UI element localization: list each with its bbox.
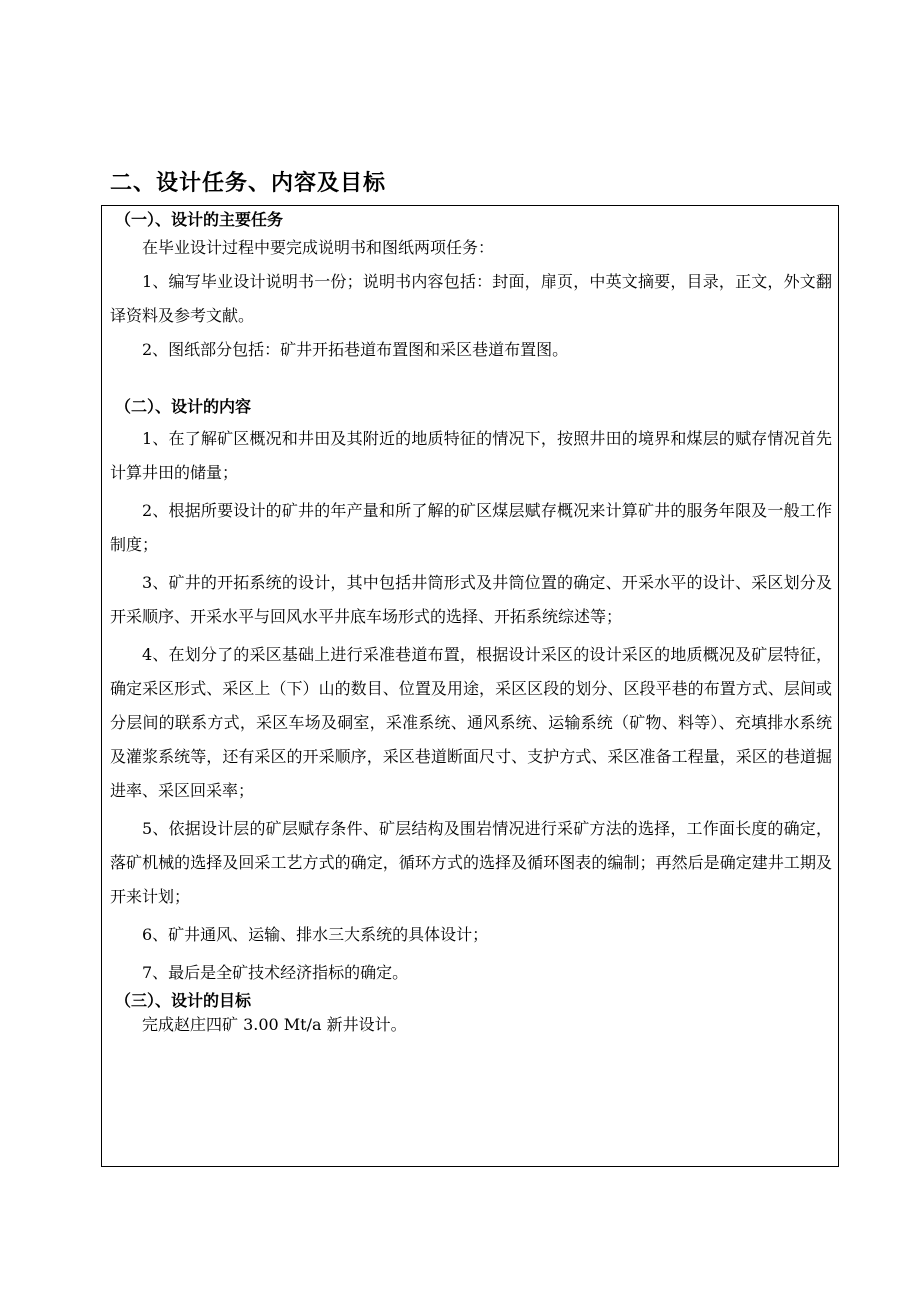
section-title: 二、设计任务、内容及目标 [110,171,387,196]
part2-paragraph: 2、根据所要设计的矿井的年产量和所了解的矿区煤层赋存概况来计算矿井的服务年限及一般工作制度； [110,501,832,554]
part1-heading: （一）、设计的主要任务 [115,210,284,229]
part2-paragraph: 5、依据设计层的矿层赋存条件、矿层结构及围岩情况进行采矿方法的选择，工作面长度的确定，落矿机械的选择及回采工艺方式的确定，循环方式的选择及循环图表的编制；再然后是确定建井工期及开来计划； [110,819,832,906]
part2-paragraph: 7、最后是全矿技术经济指标的确定。 [142,963,409,982]
part1-paragraph: 1、编写毕业设计说明书一份；说明书内容包括：封面，扉页，中英文摘要，目录，正文，外文翻译资料及参考文献。 [110,272,832,325]
part1-paragraph: 2、图纸部分包括：矿井开拓巷道布置图和采区巷道布置图。 [142,340,569,359]
part3-heading: （三）、设计的目标 [115,991,252,1010]
content-area [110,209,832,1038]
part2-heading: （二）、设计的内容 [115,397,252,416]
part2-paragraph: 3、矿井的开拓系统的设计，其中包括井筒形式及井筒位置的确定、开采水平的设计、采区划分及开采顺序、开采水平与回风水平井底车场形式的选择、开拓系统综述等； [110,573,832,626]
spacer [110,367,832,388]
part3-paragraph: 完成赵庄四矿 3.00 Mt/a 新井设计。 [142,1015,407,1034]
part2-paragraph: 1、在了解矿区概况和井田及其附近的地质特征的情况下，按照井田的境界和煤层的赋存情况首先计算井田的储量； [110,429,832,482]
part1-paragraph: 在毕业设计过程中要完成说明书和图纸两项任务： [142,238,495,257]
part2-paragraph: 4、在划分了的采区基础上进行采准巷道布置，根据设计采区的设计采区的地质概况及矿层特征，确定采区形式、采区上（下）山的数目、位置及用途，采区区段的划分、区段平巷的布置方式、层间或分层间的联系方式，采区车场及硐室，采准系统、通风系统、运输系统（矿物、料等）、充填排水系统及灌浆系统等，还有采区的开采顺序，采区巷道断面尺寸、支护方式、采区准备工程量，采区的巷道掘进率、采区回采率； [110,645,832,800]
part2-paragraph: 6、矿井通风、运输、排水三大系统的具体设计； [142,925,489,944]
